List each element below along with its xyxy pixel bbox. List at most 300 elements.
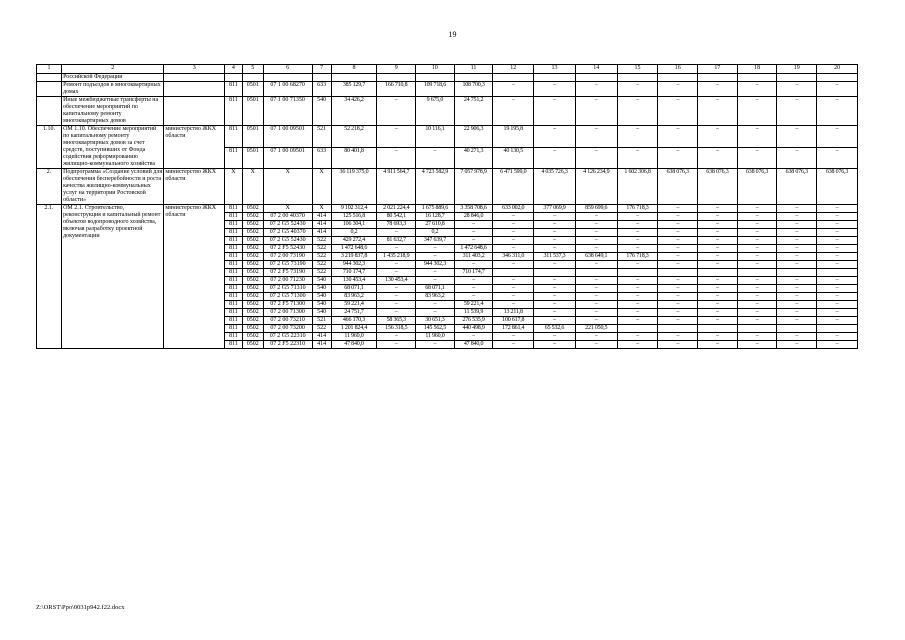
item-name: Подпрограмма «Создание условий для обеспечения бесперебойности и роста качества жилищно-коммунальных услуг на территории Ростовской области»	[63, 169, 163, 203]
cell-col-15: –	[617, 147, 658, 169]
cell-col-8: 24 751,7	[331, 309, 377, 317]
cell-col-7: 522	[312, 253, 331, 261]
cell-col-15: 176 718,3	[617, 205, 658, 213]
cell-col-18: –	[737, 341, 777, 349]
cell-col-11: 440 498,9	[454, 325, 493, 333]
table-row	[37, 205, 858, 213]
item-name: ОМ 1.10. Обеспечение мероприятий по капитальному ремонту многоквартирных домов за счет средств, поступивших от Фонда содействия реформированию жилищно-коммунального хозяйства	[62, 126, 164, 169]
cell-col-13: –	[534, 341, 576, 349]
cell-col-20: –	[817, 205, 858, 213]
cell-col-5: 0502	[242, 269, 263, 277]
cell-col-4: 811	[225, 301, 243, 309]
cell-col-6: 07 1 00 68270	[263, 82, 312, 97]
cell-col-4: 811	[225, 205, 243, 213]
cell-col-19: –	[777, 293, 817, 301]
cell-col-18: –	[737, 229, 777, 237]
cell-col-6: 07 2 00 71300	[263, 309, 312, 317]
item-name: Российской Федерации	[62, 74, 164, 82]
cell-col-4: 811	[225, 97, 243, 126]
cell-col-4: Х	[225, 169, 243, 205]
cell-col-6: 07 2 G5 52430	[263, 237, 312, 245]
cell-col-8: 68 071,1	[331, 285, 377, 293]
cell-col-15: –	[617, 82, 658, 97]
cell-col-19: –	[777, 237, 817, 245]
cell-col-17: –	[698, 301, 738, 309]
cell-col-7	[312, 74, 331, 82]
cell-col-7: 522	[312, 237, 331, 245]
cell-col-14: –	[575, 285, 617, 293]
cell-col-5: 0502	[242, 293, 263, 301]
cell-col-20: –	[817, 253, 858, 261]
cell-col-7: 522	[312, 245, 331, 253]
cell-col-12: –	[493, 301, 534, 309]
cell-col-6	[263, 74, 312, 82]
cell-col-18: –	[737, 126, 777, 148]
cell-col-5: 0502	[242, 277, 263, 285]
cell-col-6: 07 2 G5 40370	[263, 229, 312, 237]
cell-col-17: –	[698, 333, 738, 341]
cell-col-10: 4 723 582,9	[416, 169, 455, 205]
cell-col-13: 377 069,9	[534, 205, 576, 213]
cell-col-5: 0502	[242, 213, 263, 221]
cell-col-8: 11 960,0	[331, 333, 377, 341]
cell-col-20: –	[817, 309, 858, 317]
cell-col-12: 13 211,8	[493, 309, 534, 317]
cell-col-9: –	[377, 261, 416, 269]
cell-col-8: 429 272,4	[331, 237, 377, 245]
cell-col-8: 47 840,0	[331, 341, 377, 349]
cell-col-13: –	[534, 97, 576, 126]
cell-col-8: 36 119 375,0	[331, 169, 377, 205]
cell-col-10: 347 639,7	[416, 237, 455, 245]
cell-col-18: –	[737, 285, 777, 293]
cell-col-20: –	[817, 245, 858, 253]
item-name: Иные межбюджетные трансферты на обеспечение мероприятий по капитальному ремонту многоквартирных домов	[62, 97, 164, 126]
cell-col-10: 16 128,7	[416, 213, 455, 221]
cell-col-5: 0502	[242, 325, 263, 333]
cell-col-12: –	[493, 261, 534, 269]
cell-col-15: 1 602 306,8	[617, 169, 658, 205]
cell-col-7: 521	[312, 126, 331, 148]
cell-col-12: –	[493, 221, 534, 229]
cell-col-10: 11 960,0	[416, 333, 455, 341]
cell-col-7: 540	[312, 301, 331, 309]
cell-col-11: 3 358 708,6	[454, 205, 493, 213]
cell-col-19: –	[777, 317, 817, 325]
cell-col-13: 311 537,3	[534, 253, 576, 261]
cell-col-16: –	[658, 301, 698, 309]
cell-col-16	[658, 269, 698, 277]
cell-col-13: 4 035 726,3	[534, 169, 576, 205]
cell-col-14: –	[575, 126, 617, 148]
cell-col-8: 3 219 837,8	[331, 253, 377, 261]
cell-col-4	[225, 74, 243, 82]
cell-col-5: 0501	[242, 126, 263, 148]
cell-col-6: 07 2 00 71230	[263, 277, 312, 285]
cell-col-16: –	[658, 277, 698, 285]
cell-col-9: –	[377, 285, 416, 293]
cell-col-7: 521	[312, 317, 331, 325]
cell-col-16: –	[658, 213, 698, 221]
column-number-8: 8	[331, 65, 377, 74]
cell-col-8: 385 129,7	[331, 82, 377, 97]
cell-col-17: –	[698, 317, 738, 325]
table-row	[37, 126, 858, 148]
cell-col-5: 0502	[242, 333, 263, 341]
cell-col-9: 78 693,3	[377, 221, 416, 229]
cell-col-19: –	[777, 261, 817, 269]
column-number-13: 13	[534, 65, 576, 74]
cell-col-9: 80 542,1	[377, 213, 416, 221]
file-path-footer: Z:\ORST\Ppo\0031p942.f22.docx	[36, 604, 125, 611]
column-number-18: 18	[737, 65, 777, 74]
cell-col-14	[575, 74, 617, 82]
cell-col-16: –	[658, 293, 698, 301]
cell-col-14: 859 699,6	[575, 205, 617, 213]
table-row	[37, 97, 858, 126]
cell-col-18	[737, 74, 777, 82]
item-executor	[164, 82, 225, 97]
cell-col-10: 68 071,1	[416, 285, 455, 293]
cell-col-8: 130 453,4	[331, 277, 377, 285]
cell-col-16: –	[658, 229, 698, 237]
cell-col-8	[331, 74, 377, 82]
cell-col-10: –	[416, 253, 455, 261]
cell-col-13: –	[534, 293, 576, 301]
table-row	[37, 74, 858, 82]
cell-col-13: –	[534, 333, 576, 341]
item-number	[37, 74, 62, 82]
cell-col-4: 811	[225, 147, 243, 169]
cell-col-14: –	[575, 221, 617, 229]
cell-col-4: 811	[225, 269, 243, 277]
cell-col-13: –	[534, 213, 576, 221]
column-number-5: 5	[242, 65, 263, 74]
cell-col-11: –	[454, 333, 493, 341]
cell-col-18: –	[737, 82, 777, 97]
cell-col-4: 811	[225, 245, 243, 253]
cell-col-7: 540	[312, 97, 331, 126]
cell-col-18: –	[737, 213, 777, 221]
cell-col-5	[242, 74, 263, 82]
cell-col-6: 07 2 G5 71310	[263, 285, 312, 293]
item-executor	[164, 97, 225, 126]
cell-col-9: –	[377, 301, 416, 309]
cell-col-19: –	[777, 205, 817, 213]
cell-col-14: –	[575, 229, 617, 237]
cell-col-9: 166 710,8	[377, 82, 416, 97]
cell-col-8: 34 426,2	[331, 97, 377, 126]
cell-col-13: –	[534, 285, 576, 293]
cell-col-13: –	[534, 82, 576, 97]
cell-col-4: 811	[225, 237, 243, 245]
cell-col-9: –	[377, 333, 416, 341]
cell-col-18: –	[737, 309, 777, 317]
cell-col-13: –	[534, 229, 576, 237]
cell-col-19: –	[777, 229, 817, 237]
cell-col-9: –	[377, 126, 416, 148]
cell-col-16: –	[658, 97, 698, 126]
cell-col-11: 47 840,0	[454, 341, 493, 349]
cell-col-20: –	[817, 285, 858, 293]
cell-col-17: –	[698, 221, 738, 229]
column-number-2: 2	[62, 65, 164, 74]
cell-col-20	[817, 269, 858, 277]
cell-col-8: 125 516,8	[331, 213, 377, 221]
cell-col-4: 811	[225, 309, 243, 317]
cell-col-15: –	[617, 97, 658, 126]
cell-col-19: 638 076,3	[777, 169, 817, 205]
column-number-20: 20	[817, 65, 858, 74]
cell-col-12: –	[493, 213, 534, 221]
cell-col-11: 710 174,7	[454, 269, 493, 277]
cell-col-10: 10 116,1	[416, 126, 455, 148]
cell-col-20	[817, 74, 858, 82]
cell-col-19: –	[777, 147, 817, 169]
cell-col-12: 100 617,8	[493, 317, 534, 325]
cell-col-17: –	[698, 293, 738, 301]
cell-col-14: –	[575, 293, 617, 301]
cell-col-9: –	[377, 245, 416, 253]
cell-col-9: –	[377, 147, 416, 169]
cell-col-4: 811	[225, 261, 243, 269]
item-number	[37, 97, 62, 126]
cell-col-6: 07 1 00 09501	[263, 147, 312, 169]
cell-col-20: –	[817, 237, 858, 245]
cell-col-12: –	[493, 245, 534, 253]
cell-col-13: –	[534, 221, 576, 229]
cell-col-12: 6 471 599,0	[493, 169, 534, 205]
cell-col-4: 811	[225, 229, 243, 237]
cell-col-9: 156 318,5	[377, 325, 416, 333]
cell-col-10: 27 610,8	[416, 221, 455, 229]
cell-col-9: –	[377, 293, 416, 301]
cell-col-6: 07 2 G5 22310	[263, 333, 312, 341]
cell-col-4: 811	[225, 126, 243, 148]
cell-col-5: 0502	[242, 253, 263, 261]
cell-col-10: 1 675 889,6	[416, 205, 455, 213]
cell-col-15: –	[617, 126, 658, 148]
cell-col-12: 40 130,5	[493, 147, 534, 169]
cell-col-17: –	[698, 237, 738, 245]
cell-col-18: –	[737, 245, 777, 253]
cell-col-17: –	[698, 245, 738, 253]
cell-col-11: 7 057 978,9	[454, 169, 493, 205]
cell-col-18: –	[737, 147, 777, 169]
cell-col-6: Х	[263, 169, 312, 205]
cell-col-20: –	[817, 82, 858, 97]
cell-col-16: –	[658, 126, 698, 148]
cell-col-17: –	[698, 126, 738, 148]
cell-col-14: –	[575, 245, 617, 253]
cell-col-6: 07 2 F5 52430	[263, 245, 312, 253]
cell-col-13: –	[534, 237, 576, 245]
cell-col-6: 07 2 00 73200	[263, 325, 312, 333]
cell-col-18: –	[737, 261, 777, 269]
item-name: ОМ 2.1. Строительство, реконструкция и капитальный ремонт объектов водопроводного хозяйства, включая разработку проектной документации	[62, 205, 164, 349]
cell-col-9: 1 435 218,9	[377, 253, 416, 261]
cell-col-13: –	[534, 277, 576, 285]
cell-col-6: 07 1 00 09501	[263, 126, 312, 148]
cell-col-4: 811	[225, 277, 243, 285]
cell-col-13	[534, 74, 576, 82]
cell-col-13: 65 532,6	[534, 325, 576, 333]
cell-col-16: –	[658, 205, 698, 213]
cell-col-18: 638 076,3	[737, 169, 777, 205]
cell-col-14	[575, 269, 617, 277]
cell-col-10: –	[416, 309, 455, 317]
cell-col-10	[416, 74, 455, 82]
cell-col-10: –	[416, 341, 455, 349]
cell-col-11: 40 271,3	[454, 147, 493, 169]
item-number	[37, 82, 62, 97]
cell-col-17: –	[698, 309, 738, 317]
budget-table	[36, 64, 858, 349]
cell-col-8: 0,2	[331, 229, 377, 237]
cell-col-15: –	[617, 245, 658, 253]
column-number-10: 10	[416, 65, 455, 74]
cell-col-18	[737, 269, 777, 277]
cell-col-16: –	[658, 341, 698, 349]
cell-col-16: 638 076,3	[658, 169, 698, 205]
cell-col-10: –	[416, 269, 455, 277]
cell-col-9: 58 365,3	[377, 317, 416, 325]
cell-col-20: –	[817, 126, 858, 148]
cell-col-6: 07 2 F5 71300	[263, 301, 312, 309]
cell-col-7: 414	[312, 229, 331, 237]
cell-col-10: –	[416, 245, 455, 253]
column-number-19: 19	[777, 65, 817, 74]
cell-col-15	[617, 325, 658, 333]
cell-col-8: 106 304,1	[331, 221, 377, 229]
cell-col-20: –	[817, 229, 858, 237]
cell-col-8: 1 472 648,6	[331, 245, 377, 253]
cell-col-19	[777, 269, 817, 277]
cell-col-12: 19 195,8	[493, 126, 534, 148]
cell-col-8: 710 174,7	[331, 269, 377, 277]
cell-col-5: 0502	[242, 301, 263, 309]
cell-col-18: –	[737, 301, 777, 309]
cell-col-15	[617, 269, 658, 277]
cell-col-14: –	[575, 147, 617, 169]
cell-col-20: –	[817, 213, 858, 221]
cell-col-8: 9 102 312,4	[331, 205, 377, 213]
cell-col-16: –	[658, 147, 698, 169]
cell-col-7: 633	[312, 147, 331, 169]
cell-col-16: –	[658, 317, 698, 325]
cell-col-15: –	[617, 229, 658, 237]
cell-col-7: 414	[312, 213, 331, 221]
cell-col-17: –	[698, 82, 738, 97]
cell-col-17: 638 076,3	[698, 169, 738, 205]
cell-col-6: 07 2 F5 73190	[263, 269, 312, 277]
cell-col-6: 07 2 G5 71300	[263, 293, 312, 301]
cell-col-10: –	[416, 147, 455, 169]
cell-col-9: 81 632,7	[377, 237, 416, 245]
cell-col-16: –	[658, 237, 698, 245]
cell-col-18: –	[737, 333, 777, 341]
cell-col-8: 83 963,2	[331, 293, 377, 301]
cell-col-18: –	[737, 97, 777, 126]
cell-col-5: 0502	[242, 285, 263, 293]
item-number: 2.	[37, 169, 62, 205]
cell-col-19: –	[777, 213, 817, 221]
cell-col-10: 944 302,3	[416, 261, 455, 269]
cell-col-16: –	[658, 245, 698, 253]
cell-col-20	[817, 325, 858, 333]
cell-col-15: –	[617, 277, 658, 285]
cell-col-8: 466 170,3	[331, 317, 377, 325]
cell-col-11: 59 221,4	[454, 301, 493, 309]
cell-col-5: 0502	[242, 261, 263, 269]
cell-col-7: 540	[312, 309, 331, 317]
cell-col-6: 07 1 00 71350	[263, 97, 312, 126]
column-number-7: 7	[312, 65, 331, 74]
cell-col-19: –	[777, 253, 817, 261]
cell-col-19: –	[777, 301, 817, 309]
cell-col-11: –	[454, 261, 493, 269]
cell-col-16: –	[658, 261, 698, 269]
cell-col-11: –	[454, 293, 493, 301]
cell-col-20: 638 076,3	[817, 169, 858, 205]
cell-col-9: 4 911 564,7	[377, 169, 416, 205]
cell-col-13: –	[534, 147, 576, 169]
cell-col-7: 414	[312, 221, 331, 229]
item-number: 1.10.	[37, 126, 62, 169]
item-executor	[164, 74, 225, 82]
cell-col-14: –	[575, 82, 617, 97]
cell-col-10: –	[416, 301, 455, 309]
cell-col-6: 07 2 00 40370	[263, 213, 312, 221]
cell-col-17: –	[698, 97, 738, 126]
cell-col-19	[777, 325, 817, 333]
cell-col-16	[658, 325, 698, 333]
cell-col-7: 633	[312, 82, 331, 97]
cell-col-7: Х	[312, 169, 331, 205]
cell-col-18: –	[737, 237, 777, 245]
cell-col-15: –	[617, 213, 658, 221]
cell-col-6: 07 2 G5 73190	[263, 261, 312, 269]
column-number-11: 11	[454, 65, 493, 74]
cell-col-18: –	[737, 221, 777, 229]
cell-col-15: 176 718,3	[617, 253, 658, 261]
cell-col-18: –	[737, 317, 777, 325]
cell-col-7: 522	[312, 269, 331, 277]
cell-col-20: –	[817, 333, 858, 341]
cell-col-17: –	[698, 205, 738, 213]
cell-col-9: 130 453,4	[377, 277, 416, 285]
cell-col-11: –	[454, 229, 493, 237]
cell-col-15: –	[617, 341, 658, 349]
cell-col-17	[698, 74, 738, 82]
cell-col-14: –	[575, 261, 617, 269]
column-number-15: 15	[617, 65, 658, 74]
cell-col-10: –	[416, 277, 455, 285]
cell-col-9: –	[377, 97, 416, 126]
cell-col-4: 811	[225, 325, 243, 333]
cell-col-14: 221 050,5	[575, 325, 617, 333]
cell-col-12	[493, 269, 534, 277]
cell-col-5: 0501	[242, 147, 263, 169]
cell-col-9: –	[377, 341, 416, 349]
item-executor: министерство ЖКХ области	[164, 126, 225, 169]
column-number-14: 14	[575, 65, 617, 74]
cell-col-14: –	[575, 309, 617, 317]
cell-col-9: –	[377, 229, 416, 237]
cell-col-19: –	[777, 126, 817, 148]
item-name: Ремонт подъездов в многоквартирных домах	[62, 82, 164, 97]
cell-col-5: 0501	[242, 82, 263, 97]
